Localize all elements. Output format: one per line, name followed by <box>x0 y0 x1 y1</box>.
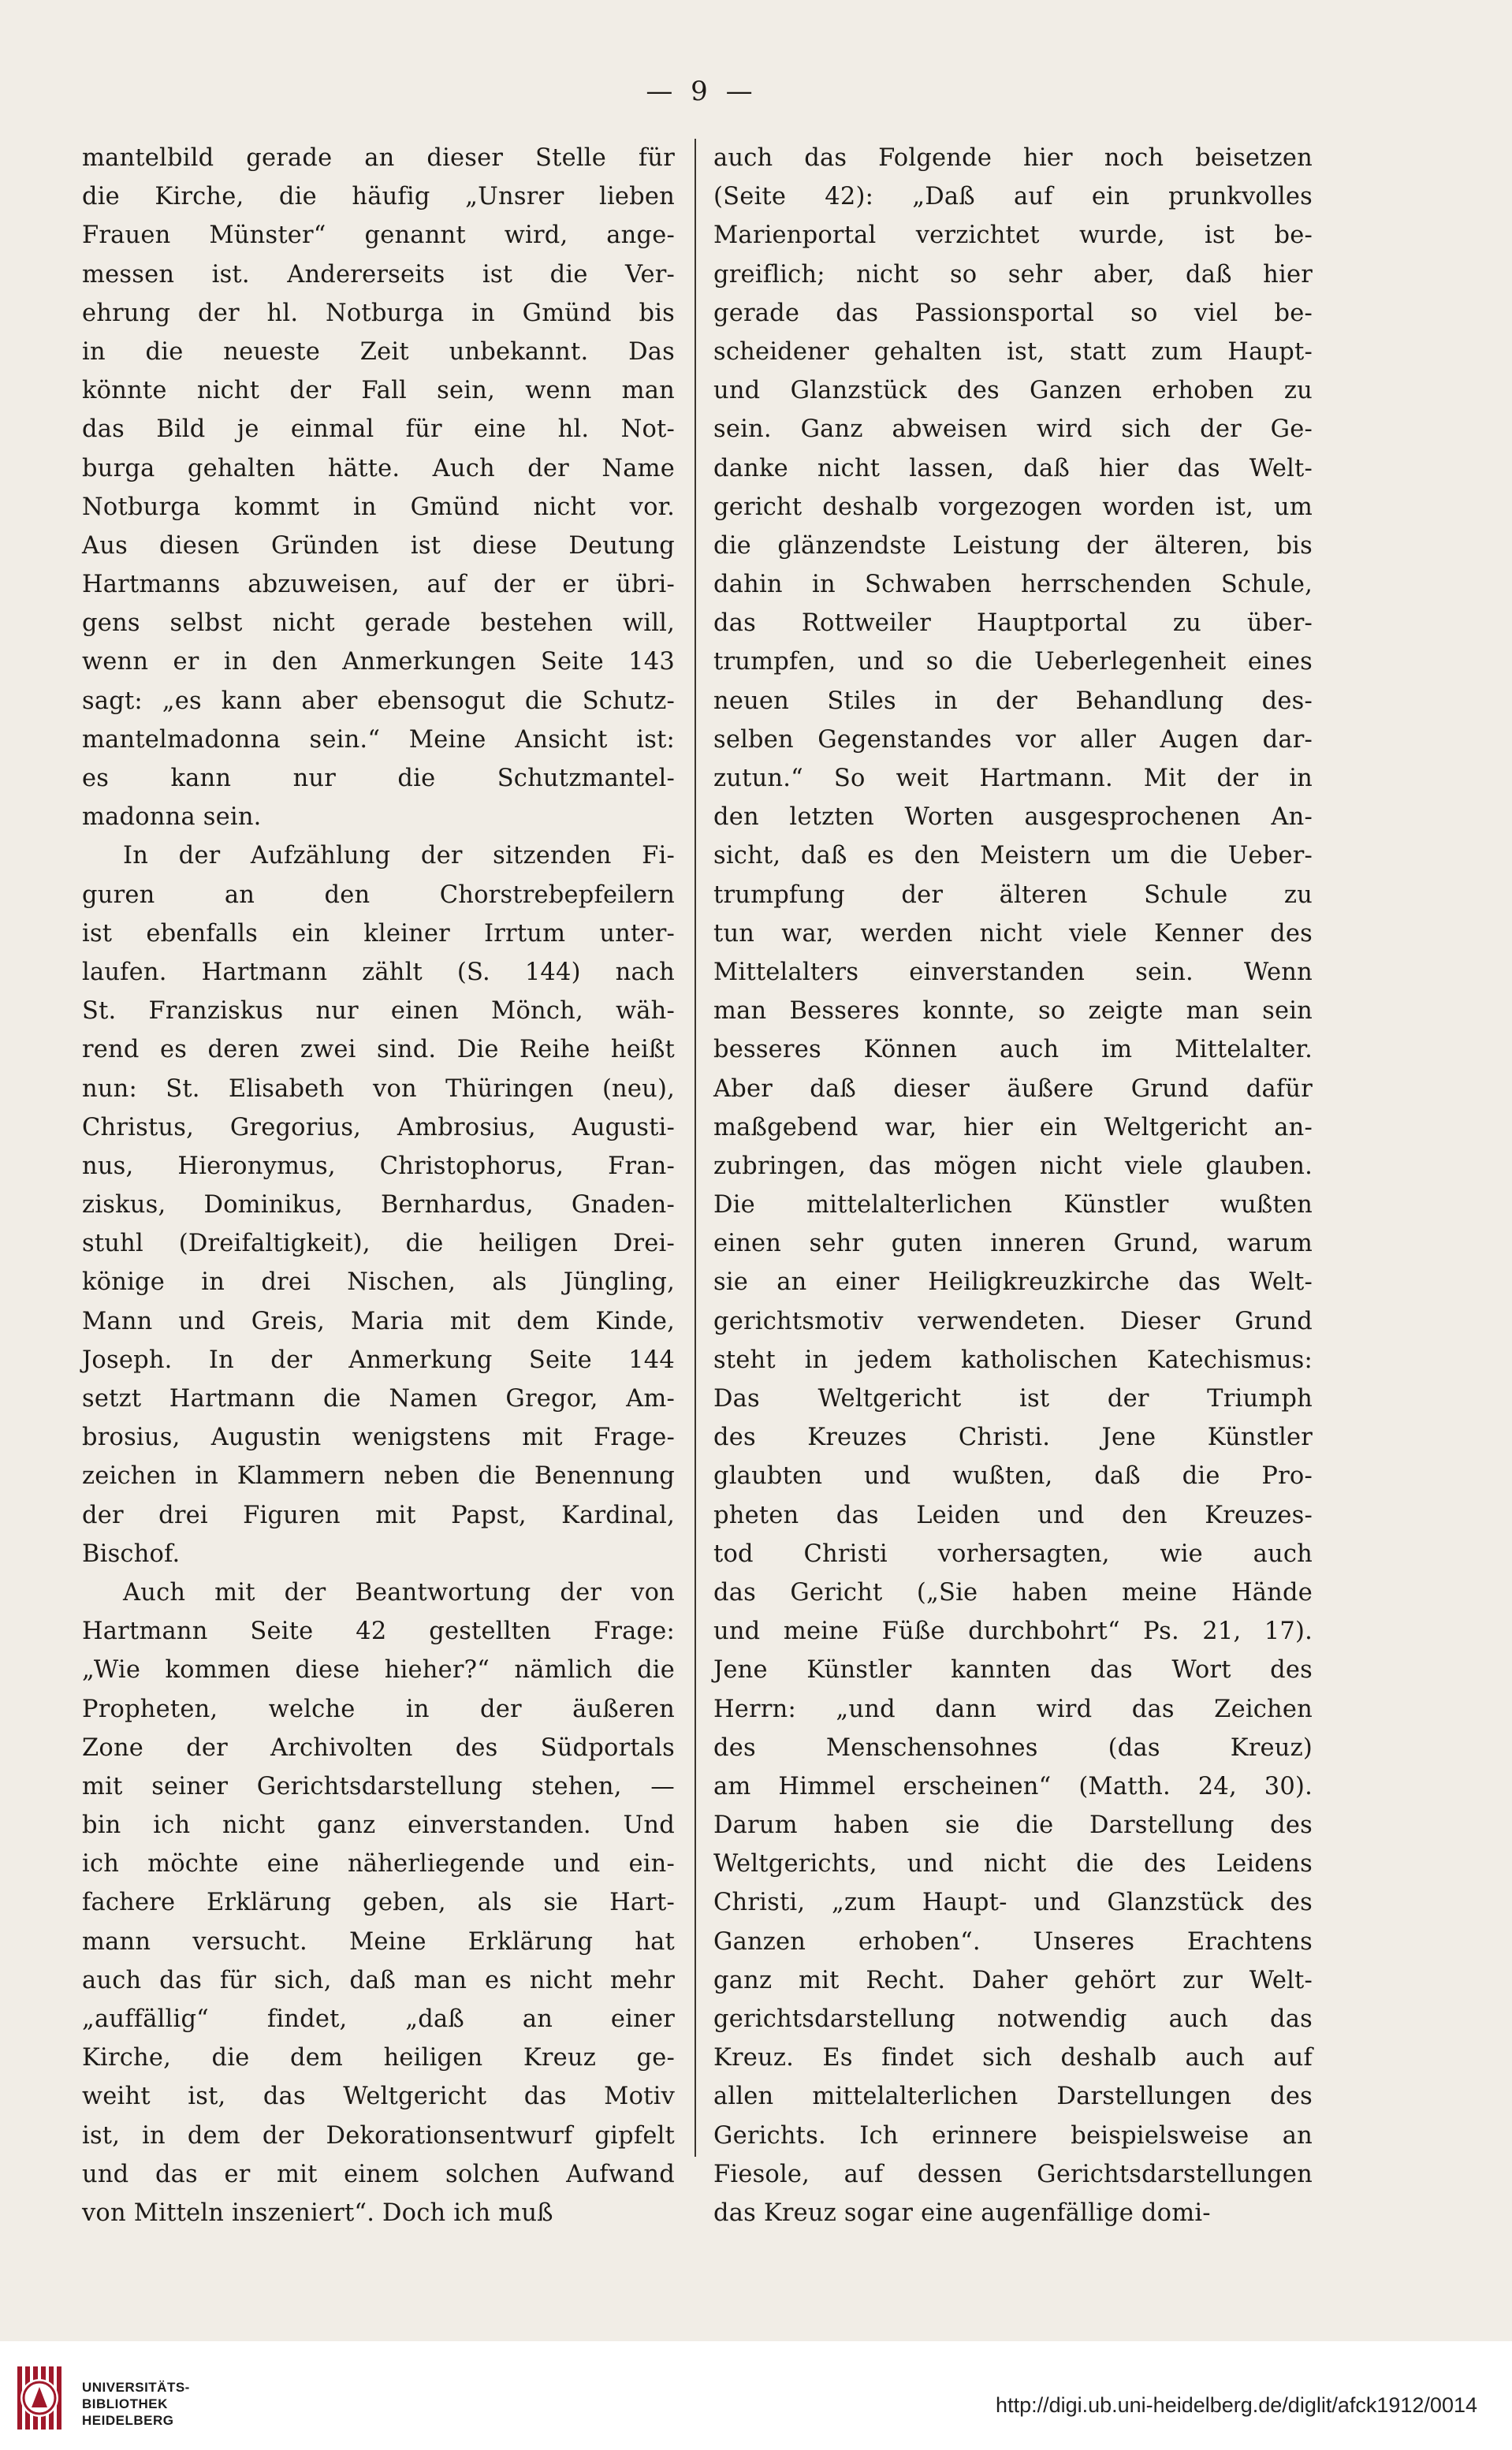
text-line: sie an einer Heiligkreuzkirche das Welt- <box>713 1268 1313 1297</box>
text-line: Fiesole, auf dessen Gerichtsdarstellungen <box>713 2160 1313 2188</box>
text-line: gerade das Passionsportal so viel be- <box>713 299 1313 327</box>
text-line: sein. Ganz abweisen wird sich der Ge- <box>713 415 1313 444</box>
text-line: trumpfung der älteren Schule zu <box>713 881 1313 909</box>
text-line: setzt Hartmann die Namen Gregor, Am- <box>82 1385 675 1413</box>
text-line: Christus, Gregorius, Ambrosius, Augusti- <box>82 1113 675 1141</box>
library-name <box>82 2379 190 2429</box>
text-line: gericht deshalb vorgezogen worden ist, um <box>713 493 1313 521</box>
text-line: Kirche, die dem heiligen Kreuz ge- <box>82 2044 675 2072</box>
text-line: mit seiner Gerichtsdarstellung stehen, — <box>82 1772 675 1800</box>
text-line: am Himmel erscheinen“ (Matth. 24, 30). <box>713 1772 1313 1800</box>
text-line: gerichtsmotiv verwendeten. Dieser Grund <box>713 1307 1313 1335</box>
text-line: madonna sein. <box>82 803 262 832</box>
text-line: dahin in Schwaben herrschenden Schule, <box>713 571 1313 599</box>
text-line: sicht, daß es den Meistern um die Ueber- <box>713 842 1313 870</box>
text-line: nun: St. Elisabeth von Thüringen (neu), <box>82 1074 675 1103</box>
text-line: des Menschensohnes (das Kreuz) <box>713 1733 1313 1762</box>
text-line: das Rottweiler Hauptportal zu über- <box>713 609 1313 638</box>
text-line: auch das Folgende hier noch beisetzen <box>713 144 1313 172</box>
text-line: trumpfen, und so die Ueberlegenheit eines <box>713 648 1313 676</box>
text-line: Jene Künstler kannten das Wort des <box>713 1656 1313 1685</box>
text-line: In der Aufzählung der sitzenden Fi- <box>123 842 675 870</box>
text-line: Aber daß dieser äußere Grund dafür <box>713 1074 1313 1103</box>
library-name-line: BIBLIOTHEK <box>82 2396 168 2411</box>
text-line: Bischof. <box>82 1540 181 1568</box>
text-line: gens selbst nicht gerade bestehen will, <box>82 609 675 638</box>
text-column-right <box>713 139 1313 2227</box>
text-line: tod Christi vorhersagten, wie auch <box>713 1540 1313 1568</box>
library-name-line: UNIVERSITÄTS- <box>82 2380 190 2395</box>
text-line: sagt: „es kann aber ebensogut die Schutz- <box>82 687 675 715</box>
text-line: scheidener gehalten ist, statt zum Haupt- <box>713 337 1313 366</box>
text-line: auch das für sich, daß man es nicht mehr <box>82 1966 675 1994</box>
text-line: Hartmanns abzuweisen, auf der er übri- <box>82 571 675 599</box>
page-number: — 9 — <box>646 76 758 107</box>
text-line: weiht ist, das Weltgericht das Motiv <box>82 2083 675 2111</box>
text-line: mantelbild gerade an dieser Stelle für <box>82 144 675 172</box>
text-line: man Besseres konnte, so zeigte man sein <box>713 997 1313 1026</box>
text-line: ehrung der hl. Notburga in Gmünd bis <box>82 299 675 327</box>
text-line: mantelmadonna sein.“ Meine Ansicht ist: <box>82 725 675 754</box>
text-line: Notburga kommt in Gmünd nicht vor. <box>82 493 675 521</box>
text-line: ganz mit Recht. Daher gehört zur Welt- <box>713 1966 1313 1994</box>
text-line: Die mittelalterlichen Künstler wußten <box>713 1191 1313 1219</box>
text-line: Darum haben sie die Darstellung des <box>713 1811 1313 1840</box>
text-line: (Seite 42): „Daß auf ein prunkvolles <box>713 183 1313 211</box>
text-line: Christi, „zum Haupt- und Glanzstück des <box>713 1889 1313 1917</box>
text-line: „auffällig“ findet, „daß an einer <box>82 2005 675 2033</box>
text-line: Gerichts. Ich erinnere beispielsweise an <box>713 2121 1313 2150</box>
text-line: und meine Füße durchbohrt“ Ps. 21, 17). <box>713 1618 1313 1646</box>
text-line: Joseph. In der Anmerkung Seite 144 <box>82 1346 675 1374</box>
text-line: wenn er in den Anmerkungen Seite 143 <box>82 648 675 676</box>
text-line: steht in jedem katholischen Katechismus: <box>713 1346 1313 1374</box>
text-line: den letzten Worten ausgesprochenen An- <box>713 803 1313 832</box>
text-line: Weltgerichts, und nicht die des Leidens <box>713 1850 1313 1878</box>
text-line: Zone der Archivolten des Südportals <box>82 1733 675 1762</box>
text-line: Frauen Münster“ genannt wird, ange- <box>82 222 675 250</box>
column-divider <box>695 139 696 2157</box>
text-line: ist, in dem der Dekorationsentwurf gipfelt <box>82 2121 675 2150</box>
text-line: fachere Erklärung geben, als sie Hart- <box>82 1889 675 1917</box>
text-line: brosius, Augustin wenigstens mit Frage- <box>82 1424 675 1452</box>
text-line: besseres Können auch im Mittelalter. <box>713 1036 1313 1064</box>
text-line: pheten das Leiden und den Kreuzes- <box>713 1501 1313 1529</box>
text-line: Mittelalters einverstanden sein. Wenn <box>713 958 1313 986</box>
text-line: guren an den Chorstrebepfeilern <box>82 881 675 909</box>
text-line: einen sehr guten inneren Grund, warum <box>713 1230 1313 1258</box>
text-line: maßgebend war, hier ein Weltgericht an- <box>713 1113 1313 1141</box>
text-line: könnte nicht der Fall sein, wenn man <box>82 377 675 405</box>
text-line: Ganzen erhoben“. Unseres Erachtens <box>713 1927 1313 1956</box>
text-line: messen ist. Andererseits ist die Ver- <box>82 260 675 289</box>
text-line: die glänzendste Leistung der älteren, bis <box>713 531 1313 560</box>
text-line: und das er mit einem solchen Aufwand <box>82 2160 675 2188</box>
text-line: nus, Hieronymus, Christophorus, Fran- <box>82 1152 675 1180</box>
text-line: und Glanzstück des Ganzen erhoben zu <box>713 377 1313 405</box>
text-line: von Mitteln inszeniert“. Doch ich muß <box>82 2199 553 2227</box>
text-line: Propheten, welche in der äußeren <box>82 1695 675 1723</box>
text-line: in die neueste Zeit unbekannt. Das <box>82 337 675 366</box>
text-line: mann versucht. Meine Erklärung hat <box>82 1927 675 1956</box>
library-name-line: HEIDELBERG <box>82 2413 174 2428</box>
text-line: könige in drei Nischen, als Jüngling, <box>82 1268 675 1297</box>
text-line: das Bild je einmal für eine hl. Not- <box>82 415 675 444</box>
text-line: Mann und Greis, Maria mit dem Kinde, <box>82 1307 675 1335</box>
text-line: St. Franziskus nur einen Mönch, wäh- <box>82 997 675 1026</box>
text-column-left <box>82 139 675 2227</box>
text-line: das Gericht („Sie haben meine Hände <box>713 1578 1313 1607</box>
text-line: selben Gegenstandes vor aller Augen dar- <box>713 725 1313 754</box>
text-line: Herrn: „und dann wird das Zeichen <box>713 1695 1313 1723</box>
university-seal-icon <box>11 2362 68 2434</box>
text-line: allen mittelalterlichen Darstellungen des <box>713 2083 1313 2111</box>
text-line: ich möchte eine näherliegende und ein- <box>82 1850 675 1878</box>
source-url-link[interactable]: http://digi.ub.uni-heidelberg.de/diglit/afck1912/0014 <box>996 2393 1477 2417</box>
text-line: tun war, werden nicht viele Kenner des <box>713 919 1313 948</box>
text-line: Das Weltgericht ist der Triumph <box>713 1385 1313 1413</box>
text-line: rend es deren zwei sind. Die Reihe heißt <box>82 1036 675 1064</box>
text-line: danke nicht lassen, daß hier das Welt- <box>713 454 1313 482</box>
text-line: gerichtsdarstellung notwendig auch das <box>713 2005 1313 2033</box>
text-line: ist ebenfalls ein kleiner Irrtum unter- <box>82 919 675 948</box>
text-line: das Kreuz sogar eine augenfällige domi- <box>713 2199 1211 2227</box>
text-line: neuen Stiles in der Behandlung des- <box>713 687 1313 715</box>
text-line: zubringen, das mögen nicht viele glauben. <box>713 1152 1313 1180</box>
text-line: laufen. Hartmann zählt (S. 144) nach <box>82 958 675 986</box>
text-line: Marienportal verzichtet wurde, ist be- <box>713 222 1313 250</box>
text-line: stuhl (Dreifaltigkeit), die heiligen Drei- <box>82 1230 675 1258</box>
text-line: die Kirche, die häufig „Unsrer lieben <box>82 183 675 211</box>
text-line: zeichen in Klammern neben die Benennung <box>82 1462 675 1491</box>
text-line: bin ich nicht ganz einverstanden. Und <box>82 1811 675 1840</box>
text-line: es kann nur die Schutzmantel- <box>82 765 675 792</box>
text-line: „Wie kommen diese hieher?“ nämlich die <box>82 1656 675 1685</box>
text-line: zutun.“ So weit Hartmann. Mit der in <box>713 765 1313 792</box>
text-line: Auch mit der Beantwortung der von <box>123 1578 675 1607</box>
text-line: glaubten und wußten, daß die Pro- <box>713 1462 1313 1491</box>
text-line: des Kreuzes Christi. Jene Künstler <box>713 1424 1313 1452</box>
text-line: ziskus, Dominikus, Bernhardus, Gnaden- <box>82 1191 675 1219</box>
text-line: der drei Figuren mit Papst, Kardinal, <box>82 1501 675 1529</box>
text-line: Aus diesen Gründen ist diese Deutung <box>82 531 675 560</box>
text-line: Kreuz. Es findet sich deshalb auch auf <box>713 2044 1313 2072</box>
text-line: greiflich; nicht so sehr aber, daß hier <box>713 260 1313 289</box>
text-line: Hartmann Seite 42 gestellten Frage: <box>82 1618 675 1646</box>
text-line: burga gehalten hätte. Auch der Name <box>82 454 675 482</box>
footer-bar <box>0 2341 1512 2450</box>
